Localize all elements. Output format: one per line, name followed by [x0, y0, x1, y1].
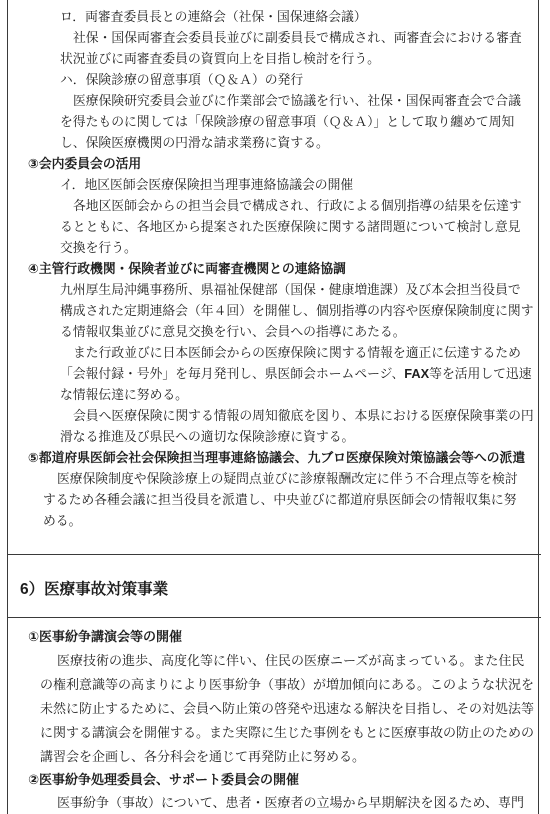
- paragraph-line: な情報伝達に努める。: [60, 388, 188, 402]
- subitem-ha-heading: ハ．保険診療の留意事項（Ｑ＆Ａ）の発行: [60, 73, 304, 87]
- paragraph-line: 状況並びに両審査委員の資質向上を目指し検討を行う。: [60, 52, 380, 66]
- paragraph-line: 交換を行う。: [60, 241, 137, 255]
- paragraph-line: 会員へ医療保険に関する情報の周知徹底を図り、本県における医療保険事業の円: [73, 409, 534, 423]
- paragraph-line: また行政並びに日本医師会からの医療保険に関する情報を適正に伝達するため: [73, 346, 521, 360]
- paragraph-line: を得たものに関しては「保険診療の留意事項（Ｑ＆Ａ）」として取り纏めて周知: [60, 115, 515, 129]
- paragraph-line: 各地区医師会からの担当会員で構成され、行政による個別指導の結果を伝達す: [73, 199, 522, 213]
- section-6-title-rule: [7, 617, 541, 618]
- subitem-i-heading: イ．地区医師会医療保険担当理事連絡協議会の開催: [60, 178, 354, 192]
- paragraph-line: 未然に防止するために、会員へ防止策の啓発や迅速なる解決を目指し、その対処法等: [40, 701, 535, 716]
- paragraph-text: 等を活用して迅速: [429, 367, 532, 381]
- item-1-heading: ①医事紛争講演会等の開催: [28, 629, 183, 644]
- section-3-heading: ③会内委員会の活用: [28, 156, 142, 171]
- paragraph-line: 医療技術の進歩、高度化等に伴い、住民の医療ニーズが高まっている。また住民: [57, 653, 525, 668]
- section-5-heading: ⑤都道府県医師会社会保険担当理事連絡協議会、九ブロ医療保険対策協議会等への派遣: [28, 450, 526, 465]
- fax-term: FAX: [404, 366, 430, 381]
- paragraph-line: するため各種会議に担当役員を派遣し、中央並びに都道府県医師会の情報収集に努: [43, 493, 517, 507]
- paragraph-line: 医療保険研究委員会並びに作業部会で協議を行い、社保・国保両審査会で合議: [73, 94, 521, 108]
- subitem-ro-heading: ロ．両審査委員長との連絡会（社保・国保連絡会議）: [60, 10, 367, 24]
- paragraph-text: 「会報付録・号外」を毎月発刊し、県医師会ホームページ、: [60, 367, 405, 381]
- paragraph-line: る情報収集並びに意見交換を行い、会員への指導にあたる。: [60, 325, 406, 339]
- paragraph-line: るとともに、各地区から提案された医療保険に関する諸問題について検討し意見: [60, 220, 521, 234]
- paragraph-line: 社保・国保両審査会委員長並びに副委員長で構成され、両審査会における審査: [73, 31, 522, 45]
- paragraph-line: める。: [43, 514, 82, 528]
- paragraph-line: 滑なる推進及び県民への適切な保険診療に資する。: [60, 430, 355, 444]
- section-4-heading: ④主管行政機関・保険者並びに両審査機関との連絡協調: [28, 261, 346, 276]
- paragraph-line: し、保険医療機関の円滑な請求業務に資する。: [60, 136, 329, 150]
- item-2-heading: ②医事紛争処理委員会、サポート委員会の開催: [28, 772, 300, 787]
- paragraph-line: 講習会を企画し、各分科会を通じて再発防止に努める。: [40, 749, 366, 764]
- paragraph-line: 九州厚生局沖縄事務所、県福祉保健部（国保・健康増進課）及び本会担当役員で: [60, 283, 521, 297]
- paragraph-line: [60, 366, 532, 382]
- paragraph-line: 構成された定期連絡会（年４回）を開催し、個別指導の内容や医療保険制度に関す: [60, 304, 534, 318]
- paragraph-line: 医事紛争（事故）について、患者・医療者の立場から早期解決を図るため、専門: [57, 795, 524, 810]
- paragraph-line: 医療保険制度や保険診療上の疑問点並びに診療報酬改定に伴う不合理点等を検討: [57, 472, 518, 486]
- section-6-title: 6）医療事故対策事業: [20, 581, 169, 598]
- paragraph-line: に関する講演会を開催する。また実際に生じた事例をもとに医療事故の防止のための: [40, 725, 535, 740]
- upper-box-bottom-rule: [7, 554, 541, 555]
- paragraph-line: の権利意識等の高まりにより医事紛争（事故）が増加傾向にある。このような状況を: [40, 677, 535, 692]
